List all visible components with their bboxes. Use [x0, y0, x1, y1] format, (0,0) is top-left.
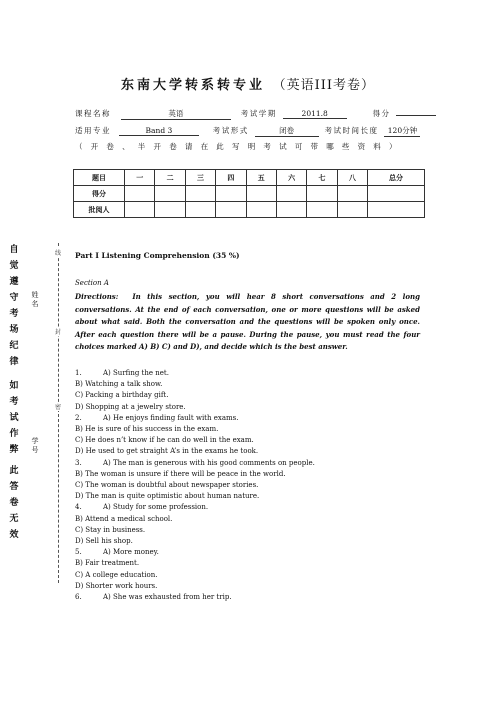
question-number: 6. — [75, 593, 82, 602]
vertical-char: 考 — [9, 309, 19, 319]
score-cell[interactable] — [216, 202, 246, 218]
option-text: A) More money. — [103, 548, 159, 557]
score-cell[interactable] — [155, 202, 185, 218]
vertical-char: 答 — [9, 482, 19, 492]
question-option — [75, 435, 420, 446]
vertical-char: 号 — [31, 446, 39, 454]
option-text: D) Shorter work hours. — [75, 581, 158, 590]
score-cell[interactable] — [125, 202, 155, 218]
vertical-char: 弊 — [9, 445, 19, 455]
score-column-header: 七 — [307, 170, 337, 186]
score-blank[interactable] — [396, 115, 436, 116]
question-option — [75, 547, 420, 558]
question-option — [75, 368, 420, 379]
score-cell[interactable] — [307, 186, 337, 202]
score-row — [74, 170, 425, 186]
vertical-char: 卷 — [9, 498, 19, 508]
question-option — [75, 402, 420, 413]
option-text: D) He used to get straight A’s in the exams he took. — [75, 447, 259, 456]
course-label: 课程名称 — [75, 109, 111, 118]
vertical-char: 遵 — [9, 277, 19, 287]
question-option — [75, 480, 420, 491]
option-text: D) Sell his shop. — [75, 537, 133, 546]
score-column-header: 一 — [125, 170, 155, 186]
part-title — [75, 251, 420, 260]
directions-label: Directions: — [75, 292, 119, 301]
question-option — [75, 458, 420, 469]
page-title — [0, 74, 496, 93]
question-option — [75, 514, 420, 525]
vertical-char: 自 — [9, 245, 19, 255]
score-row — [74, 202, 425, 218]
score-cell[interactable] — [307, 202, 337, 218]
score-cell[interactable] — [337, 202, 367, 218]
score-cell[interactable] — [185, 186, 215, 202]
score-column-header: 四 — [216, 170, 246, 186]
question-option — [75, 413, 420, 424]
directions — [75, 291, 420, 354]
score-cell[interactable] — [216, 186, 246, 202]
slogan-discipline — [8, 242, 20, 370]
score-cell[interactable] — [368, 186, 425, 202]
question-option — [75, 536, 420, 547]
score-cell[interactable] — [368, 202, 425, 218]
option-text: B) Watching a talk show. — [75, 380, 163, 389]
vertical-char: 考 — [9, 397, 19, 407]
format-label: 考试形式 — [212, 126, 249, 135]
title-subtitle: （英语III考卷） — [272, 78, 375, 93]
vertical-char: 场 — [9, 325, 19, 335]
question-option — [75, 581, 420, 592]
binding-line — [58, 243, 59, 583]
question-option — [75, 469, 420, 480]
question-option — [75, 390, 420, 401]
question-option — [75, 525, 420, 536]
option-text: B) He is sure of his success in the exam. — [75, 425, 219, 434]
option-text: A) The man is generous with his good comments on people. — [103, 458, 315, 467]
score-cell[interactable] — [337, 186, 367, 202]
vertical-char: 效 — [9, 530, 19, 540]
question-option — [75, 379, 420, 390]
score-cell[interactable] — [276, 186, 306, 202]
score-row-label: 题目 — [74, 170, 125, 186]
score-cell[interactable] — [246, 202, 276, 218]
question-number: 1. — [75, 369, 82, 377]
binding-mark-line: 线 — [54, 250, 61, 257]
vertical-char: 如 — [9, 381, 19, 391]
vertical-char: 名 — [31, 300, 39, 308]
term-value: 2011.8 — [283, 109, 347, 119]
option-text: C) A college education. — [75, 570, 158, 579]
title-main: 东南大学转系转专业 — [121, 78, 266, 93]
score-cell[interactable] — [276, 202, 306, 218]
format-value: 闭卷 — [255, 125, 319, 137]
option-text: B) Attend a medical school. — [75, 514, 173, 523]
major-label: 适用专业 — [75, 126, 111, 135]
score-cell[interactable] — [125, 186, 155, 202]
slogan-invalid — [8, 463, 20, 543]
option-text: B) The woman is unsure if there will be peace in the world. — [75, 469, 286, 478]
score-label: 得分 — [372, 109, 391, 118]
option-text: A) Surfing the net. — [103, 369, 169, 377]
score-row-label: 批阅人 — [74, 202, 125, 218]
vertical-char: 试 — [9, 413, 19, 423]
duration-value: 120分钟 — [384, 125, 420, 137]
score-column-header: 六 — [276, 170, 306, 186]
name-label — [30, 291, 40, 309]
question-option — [75, 558, 420, 569]
section-a — [75, 279, 420, 354]
question-number: 4. — [75, 503, 82, 512]
binding-mark-seal: 封 — [54, 329, 61, 336]
option-text: C) The woman is doubtful about newspaper stories. — [75, 481, 259, 490]
term-label: 考试学期 — [240, 109, 277, 118]
vertical-char: 守 — [9, 293, 19, 303]
info-row-2 — [75, 125, 420, 137]
student-id-label — [30, 437, 40, 455]
duration-label: 考试时间长度 — [324, 126, 379, 135]
score-column-header: 二 — [155, 170, 185, 186]
question-number: 5. — [75, 548, 82, 557]
question-number: 2. — [75, 413, 82, 422]
question-option — [75, 570, 420, 581]
score-cell[interactable] — [185, 202, 215, 218]
score-row-label: 得分 — [74, 186, 125, 202]
section-label: Section A — [75, 279, 109, 287]
vertical-char: 觉 — [9, 261, 19, 271]
major-value: Band 3 — [119, 126, 199, 136]
question-list — [75, 368, 420, 603]
question-option — [75, 446, 420, 457]
score-table — [73, 169, 425, 218]
directions-text: In this section, you will hear 8 short conversations and 2 long conversations. At the end of each conversation, one or more questions will be asked about what said. Both the conversation and the questions will be spoken only once. After each question there will be a pause. During the pause, you must read the four choices marked A) B) C) and D), and decide which is the best answer. — [75, 292, 420, 351]
question-option — [75, 491, 420, 502]
option-text: A) She was exhausted from her trip. — [103, 593, 232, 602]
option-text: A) Study for some profession. — [103, 503, 209, 512]
score-cell[interactable] — [155, 186, 185, 202]
question-number: 3. — [75, 458, 82, 467]
vertical-char: 作 — [9, 429, 19, 439]
score-cell[interactable] — [246, 186, 276, 202]
question-option — [75, 592, 420, 603]
vertical-char: 无 — [9, 514, 19, 524]
score-column-header: 三 — [185, 170, 215, 186]
score-row — [74, 186, 425, 202]
option-text: C) Packing a birthday gift. — [75, 391, 169, 400]
course-value: 英语 — [121, 108, 231, 120]
option-text: D) Shopping at a jewelry store. — [75, 402, 186, 411]
option-text: B) Fair treatment. — [75, 559, 140, 568]
vertical-char: 学 — [31, 437, 39, 445]
vertical-char: 姓 — [31, 291, 39, 299]
score-column-header: 五 — [246, 170, 276, 186]
question-option — [75, 424, 420, 435]
binding-mark-secret: 密 — [54, 404, 61, 411]
question-option — [75, 502, 420, 513]
open-book-note: （开卷、半开卷请在此写明考试可带哪些资料） — [75, 142, 405, 151]
vertical-char: 此 — [9, 466, 19, 476]
vertical-char: 律 — [9, 357, 19, 367]
option-text: C) He does n’t know if he can do well in the exam. — [75, 436, 254, 445]
vertical-char: 纪 — [9, 341, 19, 351]
option-text: C) Stay in business. — [75, 525, 146, 534]
part-heading: Part I Listening Comprehension (35 %) — [75, 251, 240, 260]
info-row-1 — [75, 108, 436, 120]
score-column-header: 总分 — [368, 170, 425, 186]
option-text: A) He enjoys finding fault with exams. — [103, 413, 239, 422]
slogan-cheating — [8, 378, 20, 458]
option-text: D) The man is quite optimistic about human nature. — [75, 492, 260, 501]
score-column-header: 八 — [337, 170, 367, 186]
